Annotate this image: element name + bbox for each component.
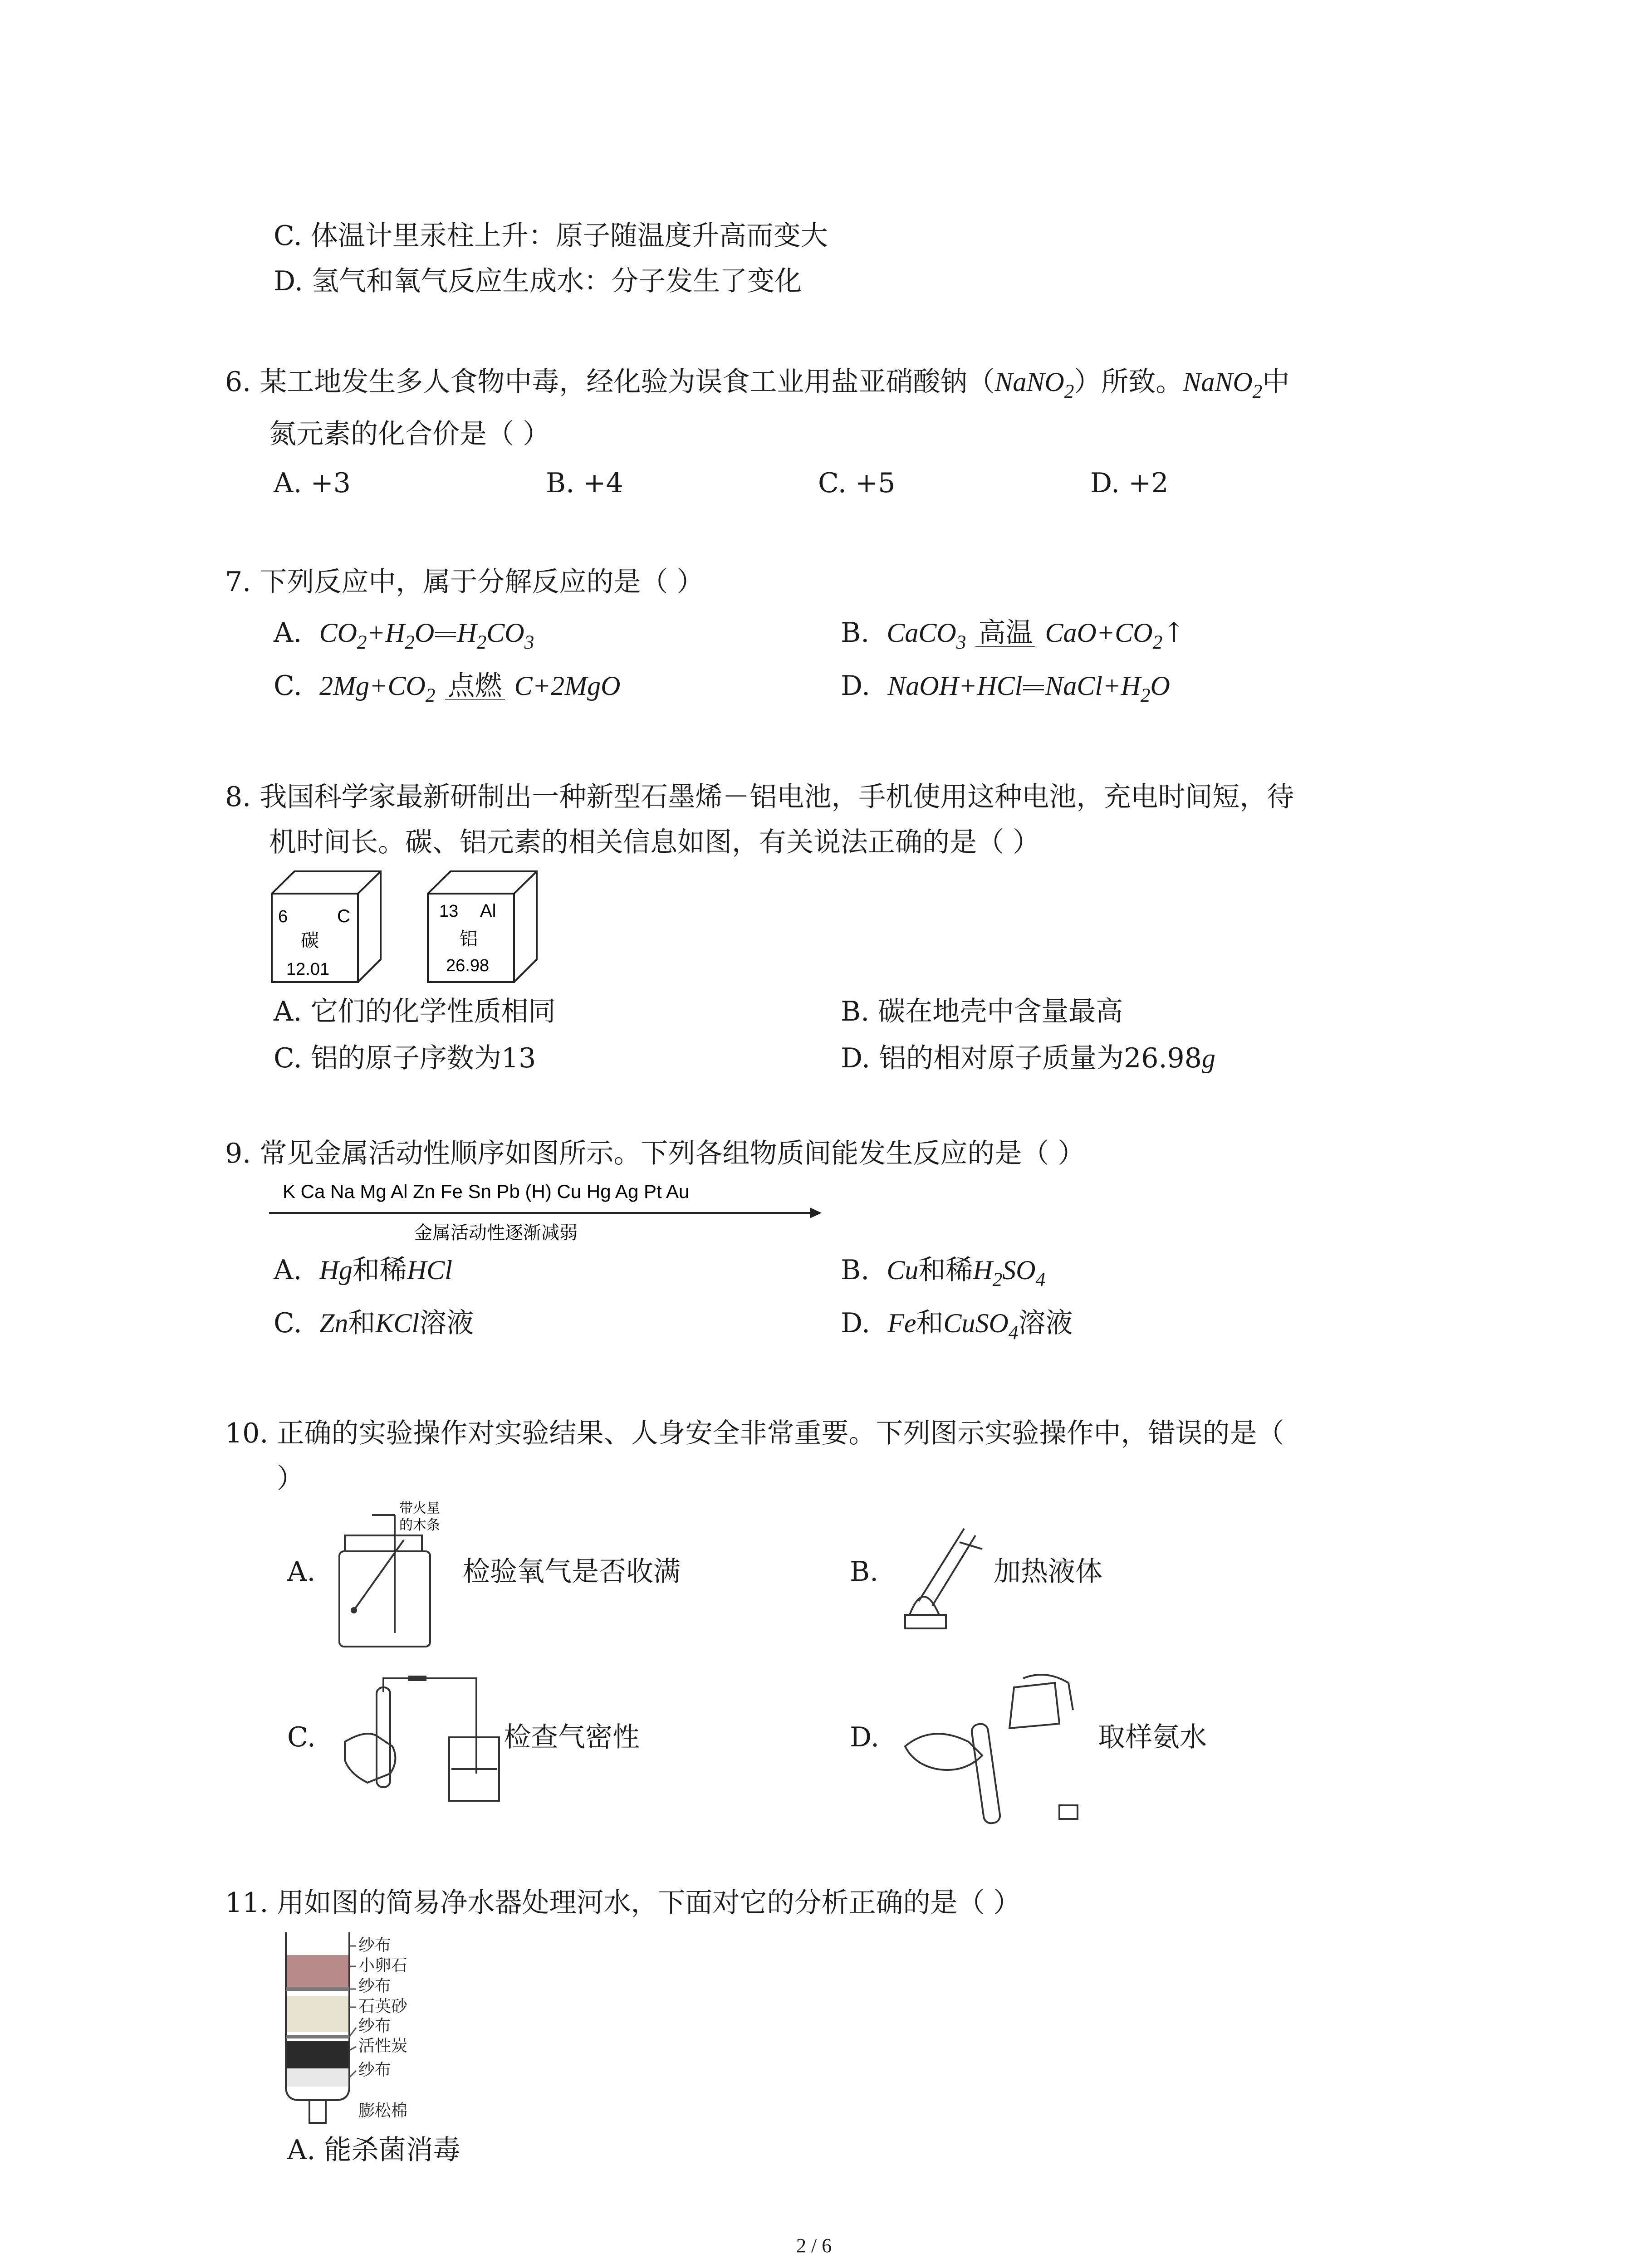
svg-text:小卵石: 小卵石	[358, 1956, 408, 1975]
q10-label-d: D.	[850, 1721, 880, 1753]
q6-stem-line1: 6. 某工地发生多人食物中毒，经化验为误食工业用盐亚硝酸钠（NaNO$_2$）所致。NaNO$_2$中	[225, 366, 1290, 403]
q6-option-c: C. +5	[818, 467, 896, 499]
q6-option-d: D. +2	[1090, 467, 1169, 499]
q10-text-b: 加热液体	[994, 1556, 1102, 1588]
q5-option-d: D. 氢气和氧气反应生成水：分子发生了变化	[274, 265, 802, 297]
q9-stem: 9. 常见金属活动性顺序如图所示。下列各组物质间能发生反应的是（ ）	[225, 1138, 1085, 1169]
element-tiles-figure	[269, 869, 559, 987]
q10-text-c: 检查气密性	[504, 1721, 640, 1753]
q9-option-a: A. Hg和稀HCl	[274, 1254, 452, 1286]
svg-text:纱布: 纱布	[358, 1976, 392, 1995]
q11-option-a: A. 能杀菌消毒	[287, 2134, 460, 2166]
q8-stem-line2: 机时间长。碳、铝元素的相关信息如图，有关说法正确的是（ ）	[269, 826, 1040, 858]
q9-option-c: C. Zn和KCl溶液	[274, 1307, 474, 1339]
aluminium-name: 铝	[460, 929, 478, 949]
svg-text:纱布: 纱布	[358, 1936, 392, 1954]
reaction-condition: 点燃	[444, 668, 506, 704]
activity-caption: 金属活动性逐渐减弱	[414, 1223, 578, 1243]
svg-text:带火星: 带火星	[399, 1501, 440, 1516]
q10-label-b: B.	[850, 1556, 879, 1588]
page-number: 2 / 6	[796, 2234, 832, 2257]
q6-formula: NaNO$_2$	[994, 367, 1074, 403]
carbon-mass: 12.01	[286, 960, 330, 979]
oxygen-test-figure	[336, 1497, 454, 1651]
q8-option-b: B. 碳在地壳中含量最高	[841, 996, 1123, 1027]
aluminium-mass: 26.98	[446, 956, 490, 975]
aluminium-symbol: Al	[480, 901, 496, 921]
aluminium-number: 13	[439, 902, 459, 921]
q8-stem-line1: 8. 我国科学家最新研制出一种新型石墨烯－铝电池，手机使用这种电池，充电时间短，待	[225, 781, 1294, 813]
purifier-bottle	[286, 1932, 349, 2123]
svg-text:石英砂: 石英砂	[358, 1997, 408, 2015]
svg-text:纱布: 纱布	[358, 2060, 392, 2079]
svg-text:的木条: 的木条	[399, 1518, 440, 1533]
q9-option-b: B. Cu和稀$H_2SO_4$	[841, 1254, 1046, 1291]
heating-liquid-figure	[896, 1524, 987, 1633]
q7-option-b: B. CaCO$_3$ 高温 $CaO+CO_2↑$	[841, 615, 1185, 651]
q10-label-a: A.	[287, 1556, 316, 1588]
svg-text:纱布: 纱布	[358, 2016, 392, 2035]
q9-option-d: D. Fe和CuSO$_4$溶液	[841, 1307, 1073, 1344]
q6-stem-line2: 氮元素的化合价是（ ）	[269, 418, 550, 450]
q7-option-c: C. $2Mg+CO_2$ 点燃 C+2MgO	[274, 668, 620, 704]
q6-formula: NaNO$_2$	[1183, 367, 1263, 403]
svg-text:膨松棉: 膨松棉	[358, 2101, 408, 2120]
q10-stem-line1: 10. 正确的实验操作对实验结果、人身安全非常重要。下列图示实验操作中，错误的是（	[225, 1418, 1284, 1449]
q6-option-b: B. +4	[546, 467, 623, 499]
q11-stem: 11. 用如图的简易净水器处理河水，下面对它的分析正确的是（ ）	[225, 1887, 1021, 1919]
svg-text:活性炭: 活性炭	[358, 2036, 408, 2055]
sampling-ammonia-figure	[896, 1669, 1087, 1833]
water-purifier-figure	[281, 1928, 463, 2132]
arrow-head-icon	[810, 1207, 822, 1218]
q10-stem-line2: ）	[277, 1463, 304, 1495]
airtightness-check-figure	[336, 1674, 508, 1805]
q8-option-a: A. 它们的化学性质相同	[274, 996, 556, 1027]
q10-text-a: 检验氧气是否收满	[463, 1556, 681, 1588]
q10-label-c: C.	[287, 1721, 316, 1753]
q7-stem: 7. 下列反应中，属于分解反应的是（ ）	[225, 566, 704, 598]
reaction-condition: 高温	[975, 615, 1036, 651]
q10-text-d: 取样氨水	[1098, 1721, 1207, 1753]
carbon-name: 碳	[301, 931, 319, 951]
q7-option-a: A. $CO_2+H_2O$ $H_2CO_3$	[274, 617, 534, 654]
metal-activity-series-figure	[269, 1178, 836, 1246]
activity-series-text: K Ca Na Mg Al Zn Fe Sn Pb (H) Cu Hg Ag Pt Au	[283, 1181, 690, 1202]
q8-option-c: C. 铝的原子序数为13	[274, 1042, 536, 1074]
q8-option-d: D. 铝的相对原子质量为26.98g	[841, 1042, 1215, 1074]
carbon-number: 6	[278, 907, 288, 926]
carbon-symbol: C	[337, 906, 350, 926]
q7-option-d: D. NaOH+HCl $NaCl+H_2O$	[841, 670, 1170, 707]
q6-option-a: A. +3	[274, 467, 351, 499]
q5-option-c: C. 体温计里汞柱上升：原子随温度升高而变大	[274, 220, 828, 252]
